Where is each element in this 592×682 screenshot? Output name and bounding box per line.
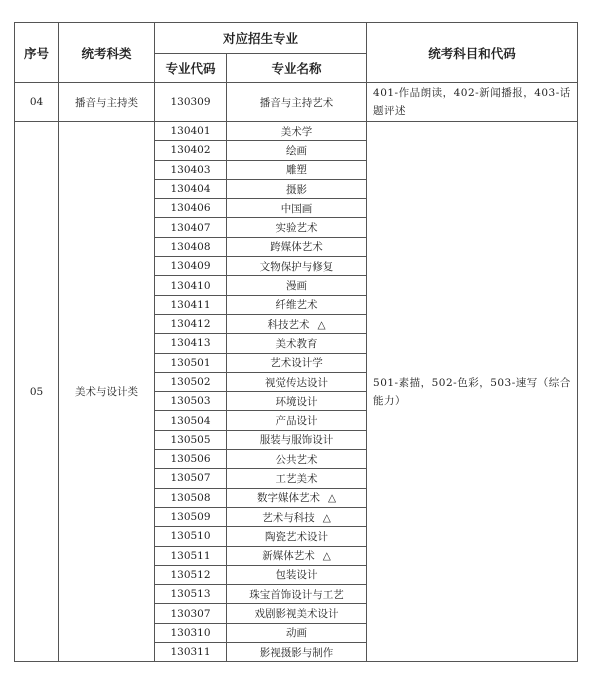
header-major-group: 对应招生专业 — [155, 23, 367, 54]
major-name-cell — [227, 565, 367, 584]
major-name: 视觉传达设计 — [265, 376, 328, 389]
major-code-cell: 130309 — [155, 83, 227, 122]
major-name-cell — [227, 643, 367, 662]
major-name: 纤维艺术 — [275, 299, 318, 312]
major-code-cell: 130408 — [155, 237, 227, 256]
major-code-cell: 130409 — [155, 257, 227, 276]
major-name: 美术教育 — [275, 337, 318, 350]
major-code-cell: 130310 — [155, 623, 227, 642]
major-name: 中国画 — [280, 202, 313, 215]
major-name: 环境设计 — [275, 395, 318, 408]
header-code: 专业代码 — [155, 54, 227, 83]
major-name-cell — [227, 585, 367, 604]
major-code-cell: 130504 — [155, 411, 227, 430]
category-cell: 美术与设计类 — [59, 122, 155, 662]
major-name-cell — [227, 141, 367, 160]
major-name: 服装与服饰设计 — [259, 434, 334, 447]
major-name: 漫画 — [286, 280, 307, 293]
major-code-cell: 130412 — [155, 314, 227, 333]
major-code-cell: 130511 — [155, 546, 227, 565]
major-code-cell: 130512 — [155, 565, 227, 584]
major-code-cell: 130402 — [155, 141, 227, 160]
major-code-cell: 130505 — [155, 430, 227, 449]
major-name: 陶瓷艺术设计 — [265, 530, 328, 543]
major-code-cell: 130407 — [155, 218, 227, 237]
major-name-cell — [227, 179, 367, 198]
triangle-mark-icon: △ — [322, 511, 331, 524]
major-name: 工艺美术 — [275, 472, 318, 485]
major-name: 艺术与科技 — [262, 511, 315, 524]
major-name-cell — [227, 623, 367, 642]
major-name-cell — [227, 469, 367, 488]
major-code-cell: 130406 — [155, 199, 227, 218]
major-name: 播音与主持艺术 — [259, 96, 334, 109]
majors-table — [14, 22, 578, 662]
major-name: 实验艺术 — [275, 222, 318, 235]
seq-cell: 04 — [15, 83, 59, 122]
major-name: 新媒体艺术 — [262, 550, 315, 563]
major-name-cell — [227, 314, 367, 333]
major-name-cell — [227, 488, 367, 507]
major-code-cell: 130501 — [155, 353, 227, 372]
major-code-cell: 130509 — [155, 507, 227, 526]
header-subjects: 统考科目和代码 — [367, 23, 578, 83]
major-code-cell: 130508 — [155, 488, 227, 507]
major-name-cell — [227, 276, 367, 295]
major-name: 科技艺术 — [267, 318, 310, 331]
major-code-cell: 130411 — [155, 295, 227, 314]
major-name: 美术学 — [280, 125, 313, 138]
major-name-cell — [227, 546, 367, 565]
major-code-cell: 130307 — [155, 604, 227, 623]
major-name-cell — [227, 507, 367, 526]
major-code-cell: 130404 — [155, 179, 227, 198]
major-name-cell — [227, 334, 367, 353]
major-code-cell: 130513 — [155, 585, 227, 604]
major-name-cell — [227, 83, 367, 122]
major-name: 包装设计 — [275, 569, 318, 582]
table-body — [15, 23, 578, 662]
header-row-1 — [15, 23, 578, 54]
major-name: 产品设计 — [275, 415, 318, 428]
major-name-cell — [227, 450, 367, 469]
major-name: 跨媒体艺术 — [270, 241, 323, 254]
major-name: 珠宝首饰设计与工艺 — [249, 588, 344, 601]
major-name: 文物保护与修复 — [259, 260, 334, 273]
major-code-cell: 130510 — [155, 527, 227, 546]
major-name-cell — [227, 237, 367, 256]
seq-cell: 05 — [15, 122, 59, 662]
major-name-cell — [227, 218, 367, 237]
major-code-cell: 130410 — [155, 276, 227, 295]
major-code-cell: 130506 — [155, 450, 227, 469]
triangle-mark-icon: △ — [322, 550, 331, 563]
major-name-cell — [227, 430, 367, 449]
major-name-cell — [227, 392, 367, 411]
major-name-cell — [227, 160, 367, 179]
major-name-cell — [227, 372, 367, 391]
major-code-cell: 130401 — [155, 122, 227, 141]
header-category: 统考科类 — [59, 23, 155, 83]
major-code-cell: 130507 — [155, 469, 227, 488]
major-name-cell — [227, 411, 367, 430]
major-code-cell: 130503 — [155, 392, 227, 411]
major-code-cell: 130403 — [155, 160, 227, 179]
table-row — [15, 122, 578, 141]
header-name: 专业名称 — [227, 54, 367, 83]
header-seq: 序号 — [15, 23, 59, 83]
major-name: 雕塑 — [286, 164, 307, 177]
major-code-cell: 130502 — [155, 372, 227, 391]
triangle-mark-icon: △ — [327, 492, 337, 505]
major-name: 绘画 — [286, 144, 307, 157]
major-name: 动画 — [286, 627, 307, 640]
major-name-cell — [227, 257, 367, 276]
major-name: 数字媒体艺术 — [256, 492, 320, 505]
major-name-cell — [227, 199, 367, 218]
exam-subjects-cell: 501-素描，502-色彩，503-速写（综合能力） — [367, 122, 578, 662]
major-name: 影视摄影与制作 — [259, 646, 334, 659]
major-name: 公共艺术 — [275, 453, 318, 466]
major-name: 艺术设计学 — [270, 357, 323, 370]
exam-subjects-cell: 401-作品朗读，402-新闻播报，403-话题评述 — [367, 83, 578, 122]
major-code-cell: 130311 — [155, 643, 227, 662]
major-name: 戏剧影视美术设计 — [254, 608, 339, 621]
category-cell: 播音与主持类 — [59, 83, 155, 122]
triangle-mark-icon: △ — [317, 318, 326, 331]
major-name-cell — [227, 122, 367, 141]
major-name-cell — [227, 295, 367, 314]
major-code-cell: 130413 — [155, 334, 227, 353]
table-row — [15, 83, 578, 122]
major-name-cell — [227, 353, 367, 372]
major-name-cell — [227, 604, 367, 623]
major-name: 摄影 — [286, 183, 307, 196]
major-name-cell — [227, 527, 367, 546]
